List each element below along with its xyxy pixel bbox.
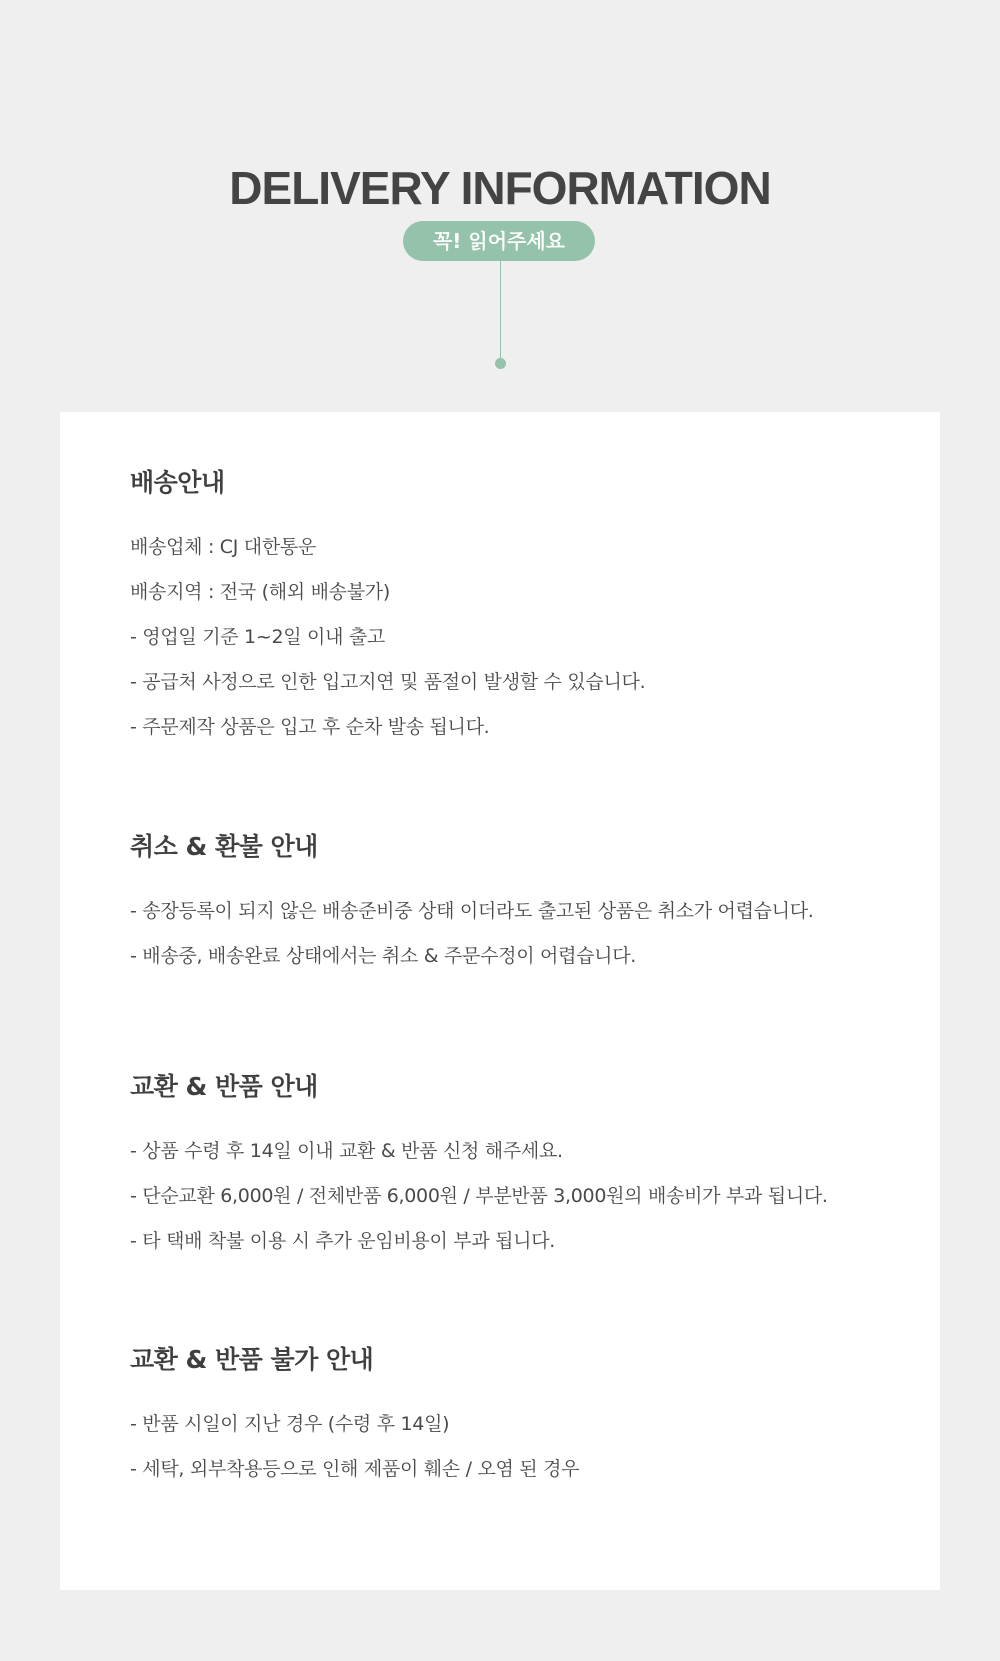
info-line: - 공급처 사정으로 인한 입고지연 및 품절이 발생할 수 있습니다. (130, 671, 646, 693)
read-notice-badge: 꼭! 읽어주세요 (403, 221, 595, 261)
info-line: 배송업체 : CJ 대한통운 (130, 536, 317, 558)
info-line: - 배송중, 배송완료 상태에서는 취소 & 주문수정이 어렵습니다. (130, 945, 637, 967)
info-line: - 주문제작 상품은 입고 후 순차 발송 됩니다. (130, 716, 490, 738)
section-lines (130, 1402, 930, 1492)
connector-line (500, 261, 501, 361)
info-line: - 상품 수령 후 14일 이내 교환 & 반품 신청 해주세요. (130, 1140, 563, 1162)
section-title: 취소 & 환불 안내 (130, 832, 318, 861)
info-card (60, 412, 940, 1590)
info-line: - 영업일 기준 1~2일 이내 출고 (130, 626, 385, 648)
section-title: 교환 & 반품 안내 (130, 1072, 318, 1101)
info-line: - 반품 시일이 지난 경우 (수령 후 14일) (130, 1413, 450, 1435)
section-exchange-return (130, 1071, 930, 1264)
connector-dot (495, 358, 506, 369)
section-cancel-refund (130, 831, 930, 979)
section-title: 배송안내 (130, 468, 225, 497)
section-lines (130, 889, 930, 979)
info-line: 배송지역 : 전국 (해외 배송불가) (130, 581, 390, 603)
info-line: - 세탁, 외부착용등으로 인해 제품이 훼손 / 오염 된 경우 (130, 1458, 580, 1480)
section-no-exchange-return (130, 1344, 930, 1492)
info-line: - 타 택배 착불 이용 시 추가 운임비용이 부과 됩니다. (130, 1230, 556, 1252)
section-shipping (130, 467, 930, 750)
section-lines (130, 525, 930, 750)
section-lines (130, 1129, 930, 1264)
info-line: - 단순교환 6,000원 / 전체반품 6,000원 / 부분반품 3,000원의 배송비가 부과 됩니다. (130, 1185, 828, 1207)
info-line: - 송장등록이 되지 않은 배송준비중 상태 이더라도 출고된 상품은 취소가 어렵습니다. (130, 900, 814, 922)
section-title: 교환 & 반품 불가 안내 (130, 1345, 374, 1374)
page-title: DELIVERY INFORMATION (229, 162, 771, 214)
header (0, 0, 1000, 400)
